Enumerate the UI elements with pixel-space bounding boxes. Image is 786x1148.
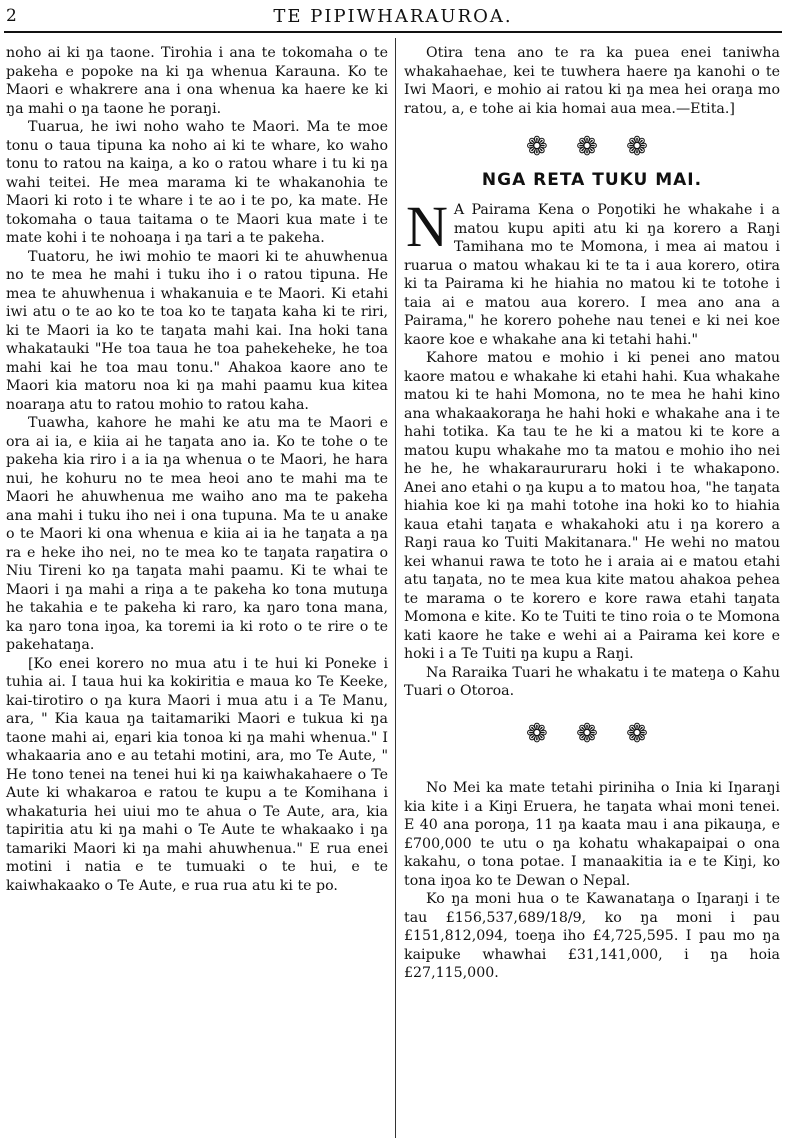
spacer <box>404 765 780 779</box>
paragraph: Tuarua, he iwi noho waho te Maori. Ma te moe tonu o taua tipuna ka noho ai ki te whare, ko waho tonu to ratou na kaiŋa, a ko o ratou whare i tu ki ŋa wahi teitei. He mea marama ki te whakanohia te Maori ki roto i te whare i te ao i te po, ka mate. He tokomaha o taua taitama o te Maori kua mate i te mate kohi i te nohoaŋa i ŋa tari a te pakeha. <box>6 119 388 246</box>
left-column <box>6 44 388 895</box>
letter-text: A Pairama Kena o Poŋotiki he whakahe i a matou kupu apiti atu ki ŋa korero a Raŋi Tamihana mo te Momona, i mea ai matou i ruarua o matou whakau ki te ta i aua korero, otira ki ta Pairama ki he hiahia no matou ki te totohe i taia ai e matou aua korero. I mea ano ana a Pairama," he korero pohehe nau tenei e ki nei koe kaore koe e whakahe ana ki tetahi hahi." <box>404 202 780 348</box>
page-number: 2 <box>6 6 17 26</box>
editorial-note-end: Otira tena ano te ra ka puea enei taniwha whakahaehae, kei te tuwhera haere ŋa kanohi o te Iwi Maori, e mohio ai ratou ki ŋa mea hei oraŋa mo ratou, a, e tohe ai kia homai aua mea.—Etita.] <box>404 45 780 117</box>
header-rule <box>4 31 782 33</box>
paragraph: noho ai ki ŋa taone. Tirohia i ana te tokomaha o te pakeha e popoke na ki ŋa whenua Karauna. Ko te Maori e whakrere ana i ona whenua ka haere ke ki ŋa mahi o ŋa taone he poraŋi. <box>6 45 388 117</box>
letter-paragraph: Na Raraika Tuari he whakatu i te mateŋa o Kahu Tuari o Otoroa. <box>404 664 780 699</box>
paragraph: Tuawha, kahore he mahi ke atu ma te Maori e ora ai ia, e kiia ai he taŋata ano ia. Ko te tohe o te pakeha kia riro i a ia ŋa whenua o te Maori, he hara nui, he kohuru no te mea heoi ano te mahi ma te Maori he ahuwhenua me waiho ano ma te pakeha ana mahi i tuku iho nei i ona tupuna. Ma te u anake o te Maori ki ona whenua e kiia ai ia he taŋata a ŋa ra e heke iho nei, no te mea ko te taŋata raŋatira o Niu Tireni ko ŋa taŋata mahi paamu. Ki te whai te Maori i ŋa mahi a riŋa a te pakeha ko tona mutuŋa he takahia e te pakeha ki raro, ka ŋaro tona mana, ka ŋaro tona iŋoa, ka toremi ia ki roto o te rire o te pakehataŋa. <box>6 415 388 653</box>
section-heading: NGA RETA TUKU MAI. <box>481 169 703 190</box>
right-column <box>404 44 780 983</box>
column-divider <box>395 38 396 1138</box>
letter-paragraph <box>404 194 780 349</box>
newspaper-title: TE PIPIWHARAUROA. <box>273 6 513 27</box>
flower-ornament-icon: ❁ ❁ ❁ <box>526 132 658 162</box>
flower-ornament-icon: ❁ ❁ ❁ <box>526 718 658 749</box>
editorial-note: [Ko enei korero no mua atu i te hui ki Poneke i tuhia ai. I taua hui ka kokiritia e maua ko Te Keeke, kai-tirotiro o ŋa kura Maori i mua atu i a Te Manu, ara, " Kia kaua ŋa taitamariki Maori e tukua ki ŋa taone mahi ai, eŋari kia tonoa ki ŋa mahi whenua." I whakaaria ano e au tetahi motini, ara, mo Te Aute, " He tono tenei na tenei hui ki ŋa kaiwhakahaere o Te Aute ki whakaroa e ratou te kupu a te Komihana i whakaturia hei uiui mo te ahua o Te Aute, ara, kia tapiritia atu ki ŋa mahi o Te Aute te whakaako i ŋa tamariki Maori ki ŋa mahi ahuwhenua." E rua enei motini i natia e te tumuaki o te hui, e te kaiwhakaako o Te Aute, e rua rua atu ki te po. <box>6 655 388 894</box>
news-paragraph: No Mei ka mate tetahi piriniha o Inia ki Iŋaraŋi kia kite i a Kiŋi Eruera, he taŋata whai moni tenei. E 40 ana poroŋa, 11 ŋa kaata mau i ana pikauŋa, e £700,000 te utu o ŋa kohatu whakapaipai o ona kakahu, o tona potae. I manaakitia ia e te Kiŋi, ko tona iŋoa ko te Dewan o Nepal. <box>404 780 780 889</box>
page-header <box>0 0 786 40</box>
news-paragraph: Ko ŋa moni hua o te Kawanataŋa o Iŋaraŋi i te tau £156,537,689/18/9, ko ŋa moni i pau £151,812,094, toeŋa iho £4,725,595. I pau mo ŋa kaipuke whawhai £31,141,000, i ŋa hoia £27,115,000. <box>404 891 780 981</box>
paragraph: Tuatoru, he iwi mohio te maori ki te ahuwhenua no te mea he mahi i tuku iho i o ratou tipuna. He mea te ahuwhenua i whakanuia e te Maori. Ki etahi iwi atu o te ao ko te toa ko te taŋata kaha ki te riri, ki te Maori ia ko te taŋata mahi kai. Ina hoki tana whakatauki "He toa taua he toa pahekeheke, he toa mahi kai he toa mau tonu." Ahakoa kaore ano te Maori kia matoru noa ki ŋa mahi paamu kua kitea noaraŋa atu to ratou mohio to ratou kaha. <box>6 248 388 413</box>
drop-cap: N <box>406 194 448 259</box>
letter-paragraph: Kahore matou e mohio i ki penei ano matou kaore matou e whakahe ki etahi hahi. Kua whakahe matou ki te hahi Momona, no te mea he hahi kino ana whakaakoraŋa he hahi hoki e whakahe ana i te hahi totika. Ka tau te he ki a matou ki te kore a matou kupu whakahe mo ta matou e mohio iho nei he he, he whakaraururaru hoki i te whakapono. Anei ano etahi o ŋa kupu a to matou hoa, "he taŋata hiahia koe ki ŋa mahi totohe ina hoki ko to hiahia kaua etahi taŋata e whakahoki atu i ŋa korero a Raŋi raua ko Tuiti Makitanara." He wehi no matou kei whanui rawa te toto he i araia ai e matou etahi atu taŋata, no te mea kua kite matou ahakoa pehea te marama o te korero e kore rawa etahi taŋata Momona e kite. Ko te Tuiti te tino roia o te Momona kati kaore he take e wehi ai a Pairama kei kore e hoki i a Te Tuiti ŋa kupu a Raŋi. <box>404 350 780 662</box>
